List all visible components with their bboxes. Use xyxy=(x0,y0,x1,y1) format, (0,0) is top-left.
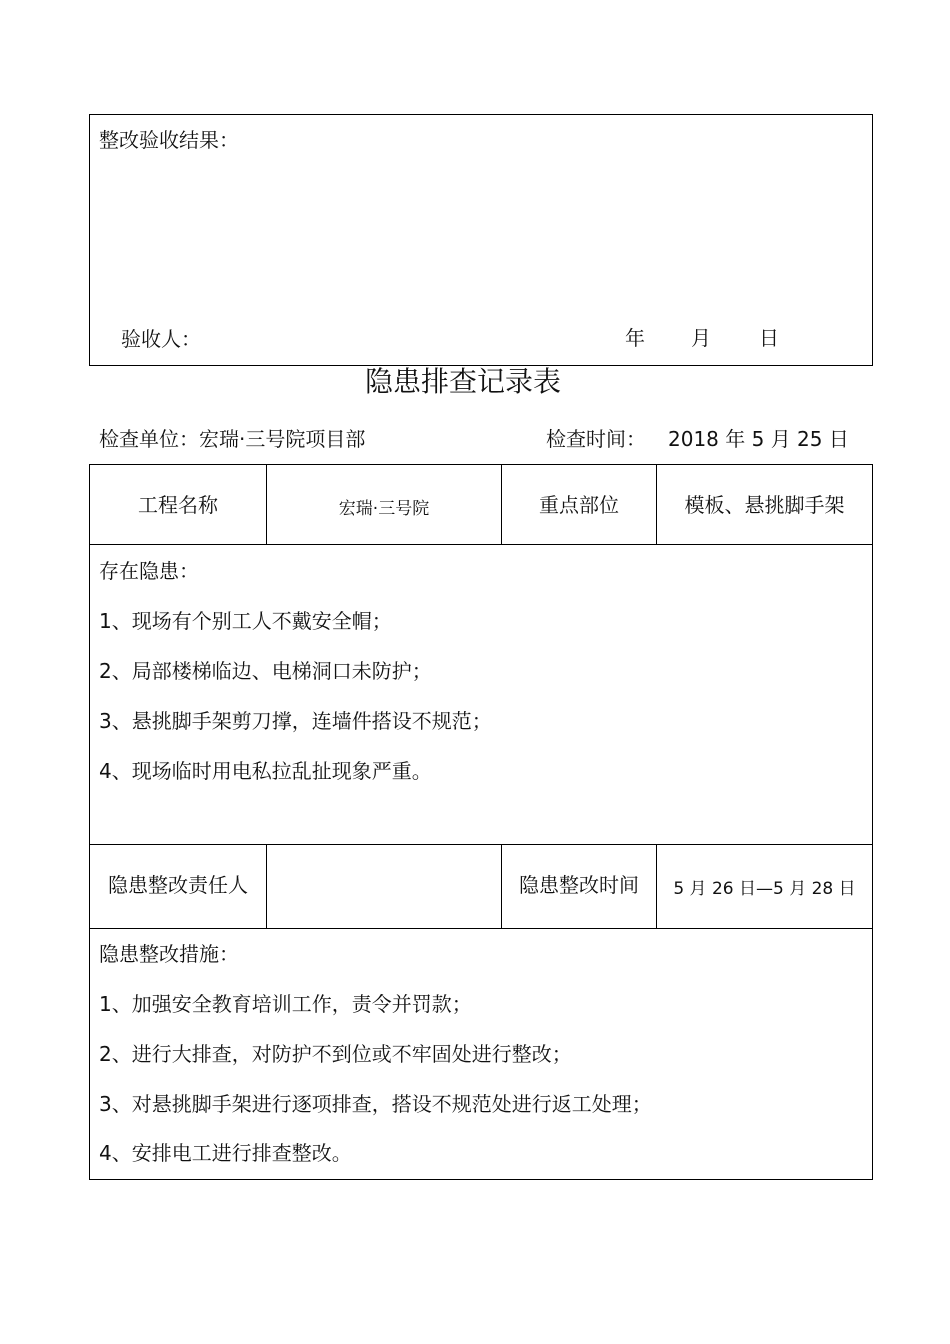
key-part-value: 模板、悬挑脚手架 xyxy=(684,492,845,517)
inspect-unit: 检查单位：宏瑞·三号院项目部 xyxy=(99,427,366,451)
responsible-label: 隐患整改责任人 xyxy=(108,872,248,897)
acceptance-result-label: 整改验收结果： xyxy=(99,128,239,152)
measure-item: 1、加强安全教育培训工作，责令并罚款； xyxy=(99,992,472,1016)
rectify-time-value: 5 月 26 日—5 月 28 日 xyxy=(673,878,856,899)
measure-item: 4、安排电工进行排查整改。 xyxy=(99,1141,352,1165)
acceptor-label: 验收人： xyxy=(121,327,201,351)
table-divider xyxy=(89,544,873,545)
hazard-item: 3、悬挑脚手架剪刀撑，连墙件搭设不规范； xyxy=(99,709,492,733)
hazard-item: 4、现场临时用电私拉乱扯现象严重。 xyxy=(99,759,432,783)
measures-label: 隐患整改措施： xyxy=(99,942,239,966)
measure-item: 2、进行大排查，对防护不到位或不牢固处进行整改； xyxy=(99,1042,572,1066)
hazard-item: 2、局部楼梯临边、电梯洞口未防护； xyxy=(99,659,432,683)
page-title: 隐患排查记录表 xyxy=(365,365,562,398)
inspect-time-label: 检查时间： xyxy=(546,427,646,451)
hazards-label: 存在隐患： xyxy=(99,559,199,583)
project-name-value: 宏瑞·三号院 xyxy=(338,498,430,519)
hazard-item: 1、现场有个别工人不戴安全帽； xyxy=(99,609,392,633)
table-divider xyxy=(89,928,873,929)
project-name-label: 工程名称 xyxy=(138,492,218,517)
responsible-value xyxy=(267,845,501,921)
key-part-label: 重点部位 xyxy=(539,492,619,517)
acceptance-day-label: 日 xyxy=(759,326,779,350)
acceptance-year-label: 年 xyxy=(625,326,645,350)
rectify-time-label: 隐患整改时间 xyxy=(519,872,639,897)
measure-item: 3、对悬挑脚手架进行逐项排查，搭设不规范处进行返工处理； xyxy=(99,1092,652,1116)
record-table xyxy=(89,464,873,1180)
acceptance-month-label: 月 xyxy=(691,326,711,350)
inspect-date: 2018 年 5 月 25 日 xyxy=(668,427,849,451)
